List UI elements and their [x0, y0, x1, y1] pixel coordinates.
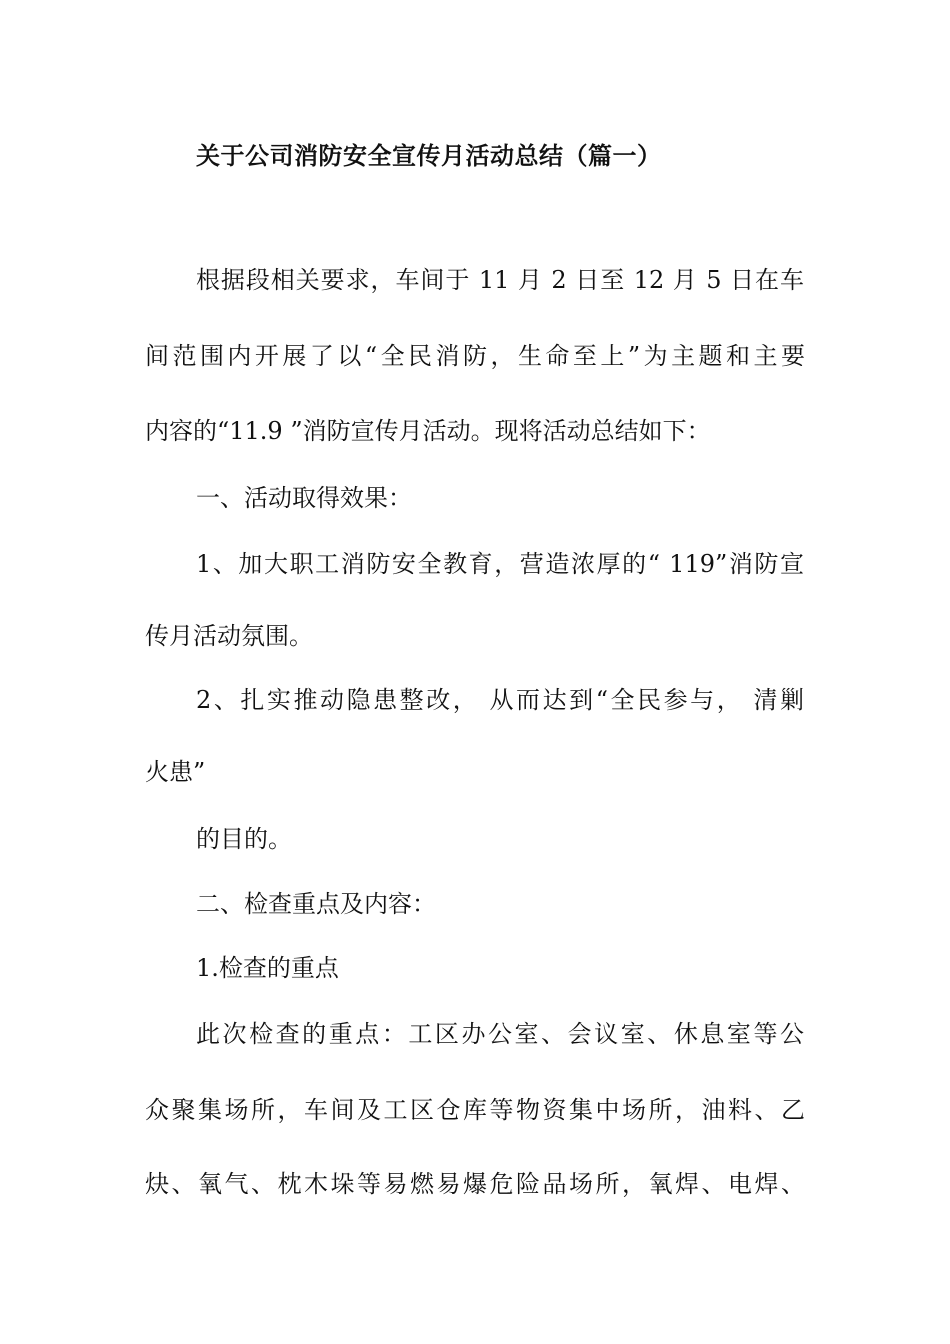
- subsection-heading: 1.检查的重点: [196, 954, 339, 982]
- list-item-line: 的目的。: [196, 825, 292, 853]
- list-item-line: 1、加大职工消防安全教育，营造浓厚的“ 119”消防宣: [196, 550, 804, 578]
- list-item-line: 传月活动氛围。: [145, 622, 313, 650]
- paragraph-line: 众聚集场所，车间及工区仓库等物资集中场所，油料、乙: [145, 1096, 805, 1124]
- list-item-line: 2、扎实推动隐患整改， 从而达到“全民参与， 清剿: [196, 686, 804, 714]
- list-item-line: 火患”: [145, 758, 206, 786]
- document-title: 关于公司消防安全宣传月活动总结（篇一）: [196, 141, 662, 170]
- section-heading: 一、活动取得效果：: [196, 484, 412, 512]
- section-heading: 二、检查重点及内容：: [196, 890, 436, 918]
- paragraph-line: 内容的“11.9 ”消防宣传月活动。现将活动总结如下：: [145, 417, 711, 445]
- paragraph-line: 间范围内开展了以“全民消防，生命至上”为主题和主要: [145, 342, 805, 370]
- paragraph-line: 炔、氧气、枕木垛等易燃易爆危险品场所，氧焊、电焊、: [145, 1170, 805, 1198]
- paragraph-line: 此次检查的重点：工区办公室、会议室、休息室等公: [196, 1020, 804, 1048]
- paragraph-line: 根据段相关要求，车间于 11 月 2 日至 12 月 5 日在车: [196, 266, 804, 294]
